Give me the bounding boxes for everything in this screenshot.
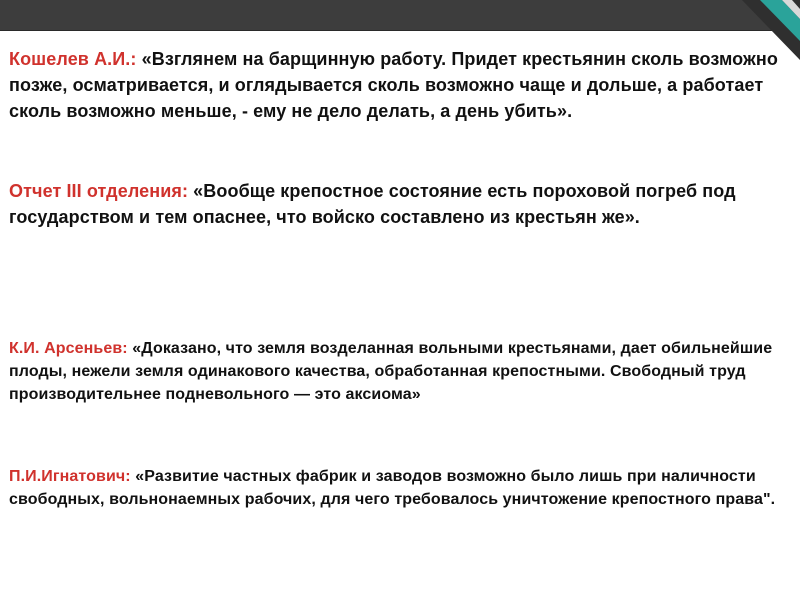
quote-koshelev — [9, 46, 784, 124]
quote-third-department-report — [9, 178, 784, 230]
quote-author: П.И.Игнатович: — [9, 468, 131, 485]
quote-arsenyev — [9, 337, 779, 406]
quote-author: Отчет III отделения: — [9, 181, 189, 201]
quote-text: «Развитие частных фабрик и заводов возможно было лишь при наличности свободных, вольнонаемных рабочих, для чего требовалось уничтожение крепостного права". — [9, 468, 776, 508]
quote-ignatovich — [9, 465, 779, 511]
quote-author: К.И. Арсеньев: — [9, 340, 128, 357]
quote-text: «Доказано, что земля возделанная вольными крестьянами, дает обильнейшие плоды, нежели земля одинакового качества, обработанная крепостными. Свободный труд производительнее подневольного — это аксиома» — [9, 340, 773, 403]
top-bar — [0, 0, 800, 31]
quote-text: «Вообще крепостное состояние есть пороховой погреб под государством и тем опаснее, что войско составлено из крестьян же». — [9, 181, 736, 227]
quote-author: Кошелев А.И.: — [9, 49, 137, 69]
quote-text: «Взглянем на барщинную работу. Придет крестьянин сколь возможно позже, осматривается, и оглядывается сколь возможно чаще и дольше, а работает сколь возможно меньше, - ему не дело делать, а день убить». — [9, 49, 778, 121]
